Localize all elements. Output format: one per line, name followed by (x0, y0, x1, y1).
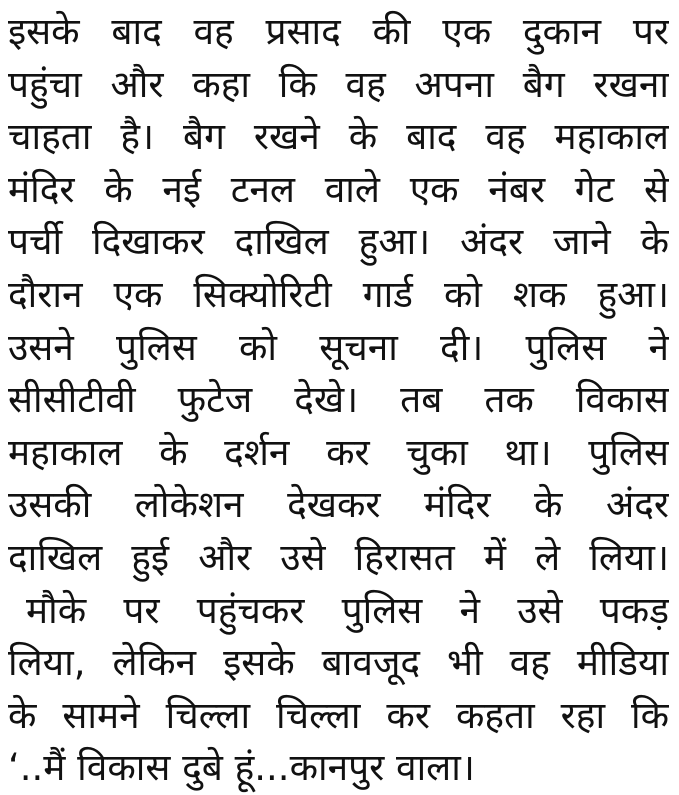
text-line-5: पर्ची दिखाकर दाखिल हुआ। अंदर जाने के (8, 220, 669, 264)
text-line-14: के सामने चिल्ला चिल्ला कर कहता रहा कि (8, 693, 669, 737)
text-line-15: ‘..मैं विकास दुबे हूं...कानपुर वाला। (8, 746, 475, 790)
text-line-8: सीसीटीवी फुटेज देखे। तब तक विकास (8, 378, 669, 422)
text-line-12: मौके पर पहुंचकर पुलिस ने उसे पकड़ (26, 588, 669, 632)
text-line-13: लिया, लेकिन इसके बावजूद भी वह मीडिया (8, 641, 669, 685)
text-line-4: मंदिर के नई टनल वाले एक नंबर गेट से (8, 167, 669, 211)
text-line-10: उसकी लोकेशन देखकर मंदिर के अंदर (8, 483, 669, 527)
text-line-11: दाखिल हुई और उसे हिरासत में ले लिया। (8, 535, 669, 579)
text-line-7: उसने पुलिस को सूचना दी। पुलिस ने (8, 325, 669, 369)
text-line-2: पहुंचा और कहा कि वह अपना बैग रखना (8, 62, 669, 106)
text-line-6: दौरान एक सिक्योरिटी गार्ड को शक हुआ। (8, 272, 669, 316)
text-line-1: इसके बाद वह प्रसाद की एक दुकान पर (8, 10, 669, 53)
text-line-9: महाकाल के दर्शन कर चुका था। पुलिस (8, 430, 669, 474)
text-line-3: चाहता है। बैग रखने के बाद वह महाकाल (8, 115, 669, 159)
